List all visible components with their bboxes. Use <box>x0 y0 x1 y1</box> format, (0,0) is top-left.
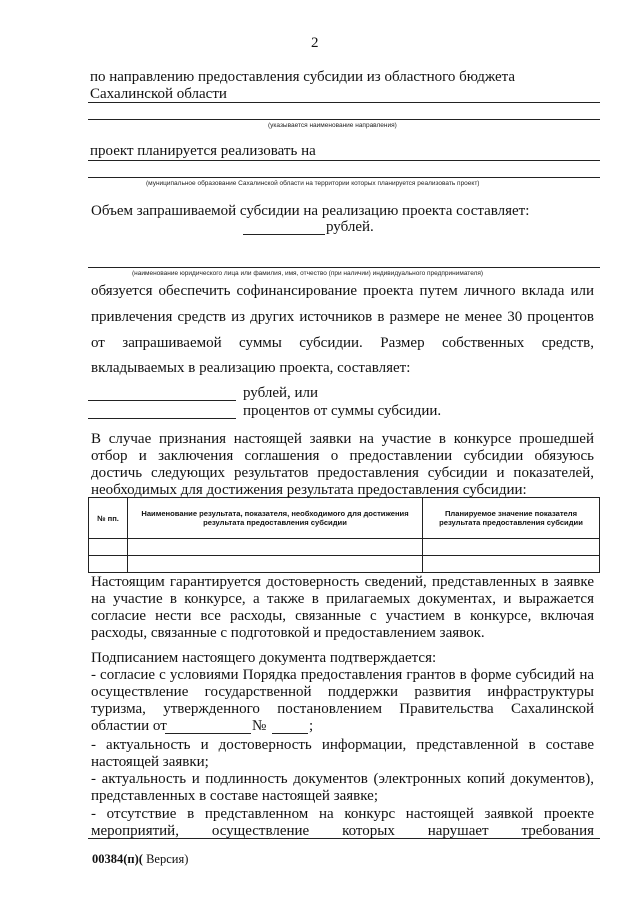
rubles-amount-blank <box>88 400 236 401</box>
header-result-name: Наименование результата, показателя, необходимого для достижения результата предоставления субсидии <box>128 498 423 539</box>
authenticity-line-2: представленных в составе настоящей заявке; <box>91 788 379 804</box>
relevance-line-2: настоящей заявки; <box>91 754 209 770</box>
authenticity-line-1: - актуальность и подлинность документов (электронных копий документов), <box>91 771 594 787</box>
table-header-row <box>89 498 600 539</box>
table-cell[interactable] <box>423 539 600 556</box>
header-number: № пп. <box>89 498 128 539</box>
rubles-label: рублей, или <box>243 385 319 401</box>
consent-line-4-prefix: областии от <box>91 718 167 734</box>
cofinancing-line-1: обязуется обеспечить софинансирование проекта путем личного вклада или <box>91 283 594 299</box>
absence-underline <box>88 838 600 839</box>
direction-line-2: Сахалинской области <box>90 86 227 102</box>
consent-date-blank <box>165 733 251 734</box>
absence-line-2: мероприятий, осуществление которых нарушает требования <box>91 823 594 839</box>
table-cell[interactable] <box>423 556 600 573</box>
project-caption: (муниципальное образование Сахалинской области на территории которых планируется реализовать проект) <box>146 180 480 187</box>
consent-line-3: туризма, утвержденного постановлением Правительства Сахалинской <box>91 701 594 717</box>
consent-number-blank <box>272 733 308 734</box>
direction-underline-2 <box>88 119 600 120</box>
percent-amount-blank <box>88 418 236 419</box>
guarantee-line-3: согласие нести все расходы, связанные с участием в конкурсе, включая <box>91 608 594 624</box>
cofinancing-line-3: от запрашиваемой суммы субсидии. Размер собственных средств, <box>91 335 594 351</box>
applicant-caption: (наименование юридического лица или фамилия, имя, отчество (при наличии) индивидуального предпринимателя) <box>132 270 484 277</box>
project-underline-2 <box>88 177 600 178</box>
percent-label: процентов от суммы субсидии. <box>243 403 442 419</box>
table-cell[interactable] <box>128 539 423 556</box>
selection-line-2: отбор и заключения соглашения о предоставлении субсидии обязуюсь <box>91 448 594 464</box>
table-cell[interactable] <box>128 556 423 573</box>
table-row <box>89 539 600 556</box>
absence-line-1: - отсутствие в представленном на конкурс настоящей заявкой проекте <box>91 806 594 822</box>
confirmation-intro: Подписанием настоящего документа подтверждается: <box>91 650 437 666</box>
consent-line-4-end: ; <box>309 718 314 734</box>
consent-line-1: - согласие с условиями Порядка предоставления грантов в форме субсидий на <box>91 667 594 683</box>
consent-number-sign: № <box>252 718 267 734</box>
project-text: проект планируется реализовать на <box>90 143 316 159</box>
direction-caption: (указывается наименование направления) <box>268 122 397 129</box>
results-table <box>88 497 600 573</box>
guarantee-line-1: Настоящим гарантируется достоверность сведений, представленных в заявке <box>91 574 594 590</box>
guarantee-line-2: на участие в конкурсе, а также в прилагаемых документах, и выражается <box>91 591 594 607</box>
volume-amount-blank <box>243 234 325 235</box>
project-underline-1 <box>88 160 600 161</box>
applicant-underline <box>88 267 600 268</box>
page-number: 2 <box>311 35 319 51</box>
guarantee-line-4: расходы, связанные с подготовкой и предоставлением заявок. <box>91 625 485 641</box>
footer-version-label: Версия) <box>142 852 189 866</box>
header-planned-value: Планируемое значение показателя результата предоставления субсидии <box>423 498 600 539</box>
direction-underline-1 <box>88 102 600 103</box>
selection-line-1: В случае признания настоящей заявки на участие в конкурсе прошедшей <box>91 431 594 447</box>
relevance-line-1: - актуальность и достоверность информации, представленной в составе <box>91 737 594 753</box>
selection-line-3: достичь следующих результатов предоставления субсидии и показателей, <box>91 465 594 481</box>
table-row <box>89 556 600 573</box>
consent-line-2: осуществление государственной поддержки развития инфраструктуры <box>91 684 594 700</box>
footer-version <box>92 852 188 867</box>
volume-line-1: Объем запрашиваемой субсидии на реализацию проекта составляет: <box>91 203 530 219</box>
direction-line-1: по направлению предоставления субсидии из областного бюджета <box>90 69 516 85</box>
footer-code: 00384(п)( <box>92 852 143 866</box>
table-cell[interactable] <box>89 539 128 556</box>
cofinancing-line-2: привлечения средств из других источников в размере не менее 30 процентов <box>91 309 594 325</box>
table-cell[interactable] <box>89 556 128 573</box>
selection-line-4: необходимых для достижения результата предоставления субсидии: <box>91 482 527 498</box>
volume-line-2: рублей. <box>326 219 374 235</box>
cofinancing-line-4: вкладываемых в реализацию проекта, составляет: <box>91 360 411 376</box>
